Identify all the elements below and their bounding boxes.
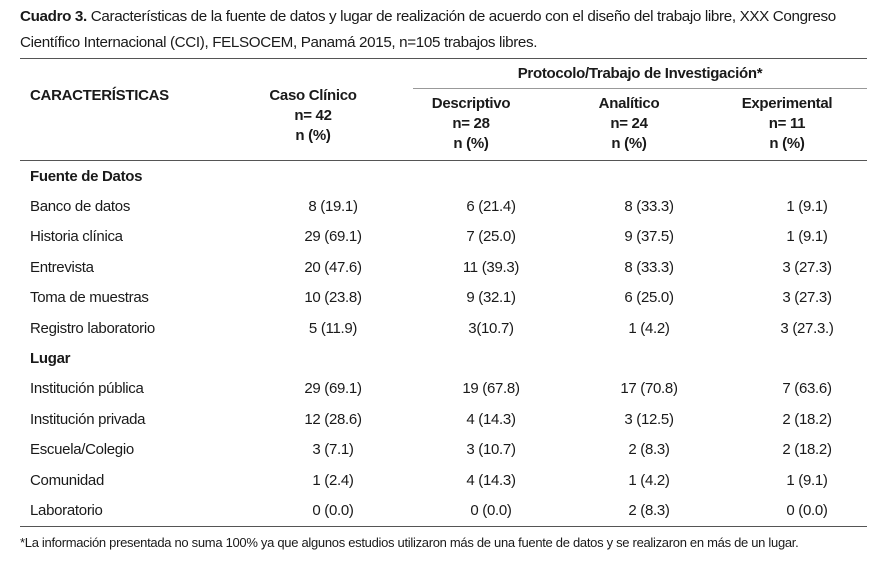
cell-analitico: 3 (12.5) (624, 411, 674, 428)
row-label: Toma de muestras (30, 289, 149, 306)
cell-analitico: 9 (37.5) (624, 228, 674, 245)
section-heading-lugar: Lugar (30, 350, 71, 367)
table-row (20, 222, 867, 252)
row-label: Historia clínica (30, 228, 123, 245)
header-col-unit: n (%) (453, 135, 489, 152)
cell-caso-clinico: 10 (23.8) (304, 289, 362, 306)
cell-experimental: 3 (27.3.) (780, 320, 834, 337)
cell-experimental: 7 (63.6) (782, 380, 832, 397)
cell-descriptivo: 9 (32.1) (466, 289, 516, 306)
section-heading-fuente-de-datos: Fuente de Datos (30, 168, 143, 185)
top-rule (20, 58, 867, 59)
cell-caso-clinico: 29 (69.1) (304, 380, 362, 397)
table-caption (20, 4, 880, 56)
table-row (20, 253, 867, 283)
row-label: Laboratorio (30, 502, 103, 519)
header-col-experimental (712, 94, 862, 154)
header-characteristics: CARACTERÍSTICAS (30, 87, 169, 104)
header-col-name: Descriptivo (431, 95, 511, 112)
header-col-name: Experimental (741, 95, 833, 112)
cell-analitico: 17 (70.8) (620, 380, 678, 397)
row-label: Entrevista (30, 259, 94, 276)
table-row (20, 466, 867, 496)
header-col-caso-clinico (238, 86, 388, 146)
cell-experimental: 2 (18.2) (782, 441, 832, 458)
cell-experimental: 2 (18.2) (782, 411, 832, 428)
header-col-name: Caso Clínico (269, 87, 357, 104)
cell-analitico: 1 (4.2) (628, 320, 670, 337)
header-col-n: n= 11 (768, 115, 806, 132)
row-label: Institución pública (30, 380, 144, 397)
header-col-n: n= 28 (452, 115, 490, 132)
cell-experimental: 3 (27.3) (782, 289, 832, 306)
table-row (20, 405, 867, 435)
row-label: Institución privada (30, 411, 146, 428)
cell-caso-clinico: 0 (0.0) (312, 502, 354, 519)
group-rule (413, 88, 867, 89)
cell-descriptivo: 11 (39.3) (462, 259, 520, 276)
table-row (20, 496, 867, 526)
table-footnote: *La información presentada no suma 100% ya que algunos estudios utilizaron más de una fuente de datos y se realizaron en más de un lugar. (20, 535, 799, 550)
cell-analitico: 8 (33.3) (624, 198, 674, 215)
cell-caso-clinico: 8 (19.1) (308, 198, 358, 215)
header-col-unit: n (%) (769, 135, 805, 152)
cell-caso-clinico: 3 (7.1) (312, 441, 354, 458)
header-col-descriptivo (396, 94, 546, 154)
cell-experimental: 3 (27.3) (782, 259, 832, 276)
table-row (20, 283, 867, 313)
table-row (20, 314, 867, 344)
cell-analitico: 2 (8.3) (628, 502, 670, 519)
header-col-n: n= 42 (294, 107, 332, 124)
cell-experimental: 1 (9.1) (786, 198, 828, 215)
header-col-name: Analítico (598, 95, 660, 112)
cell-descriptivo: 7 (25.0) (466, 228, 516, 245)
cell-descriptivo: 3 (10.7) (466, 441, 516, 458)
header-col-analitico (554, 94, 704, 154)
cell-caso-clinico: 12 (28.6) (304, 411, 362, 428)
cell-descriptivo: 6 (21.4) (466, 198, 516, 215)
cell-analitico: 2 (8.3) (628, 441, 670, 458)
header-col-unit: n (%) (295, 127, 331, 144)
caption-label: Cuadro 3. (20, 8, 87, 25)
cell-caso-clinico: 29 (69.1) (304, 228, 362, 245)
cell-experimental: 1 (9.1) (786, 472, 828, 489)
cell-descriptivo: 19 (67.8) (462, 380, 520, 397)
row-label: Comunidad (30, 472, 105, 489)
cell-analitico: 6 (25.0) (624, 289, 674, 306)
caption-text: Características de la fuente de datos y lugar de realización de acuerdo con el diseño del trabajo libre, XXX Congreso Científico Internacional (CCI), FELSOCEM, Panamá 2015, n=105 trabajos libres. (20, 8, 836, 51)
cell-caso-clinico: 1 (2.4) (312, 472, 354, 489)
cell-analitico: 1 (4.2) (628, 472, 670, 489)
table-row (20, 435, 867, 465)
cell-analitico: 8 (33.3) (624, 259, 674, 276)
cell-caso-clinico: 20 (47.6) (304, 259, 362, 276)
cell-experimental: 0 (0.0) (786, 502, 828, 519)
table-row (20, 192, 867, 222)
cell-descriptivo: 4 (14.3) (466, 411, 516, 428)
cell-descriptivo: 0 (0.0) (470, 502, 512, 519)
cell-descriptivo: 3(10.7) (468, 320, 514, 337)
table-row (20, 374, 867, 404)
header-bottom-rule (20, 160, 867, 161)
header-col-unit: n (%) (611, 135, 647, 152)
cell-descriptivo: 4 (14.3) (466, 472, 516, 489)
row-label: Banco de datos (30, 198, 131, 215)
row-label: Registro laboratorio (30, 320, 155, 337)
header-group: Protocolo/Trabajo de Investigación* (517, 65, 763, 82)
cell-experimental: 1 (9.1) (786, 228, 828, 245)
header-col-n: n= 24 (610, 115, 648, 132)
bottom-rule (20, 526, 867, 527)
row-label: Escuela/Colegio (30, 441, 134, 458)
cell-caso-clinico: 5 (11.9) (308, 320, 358, 337)
